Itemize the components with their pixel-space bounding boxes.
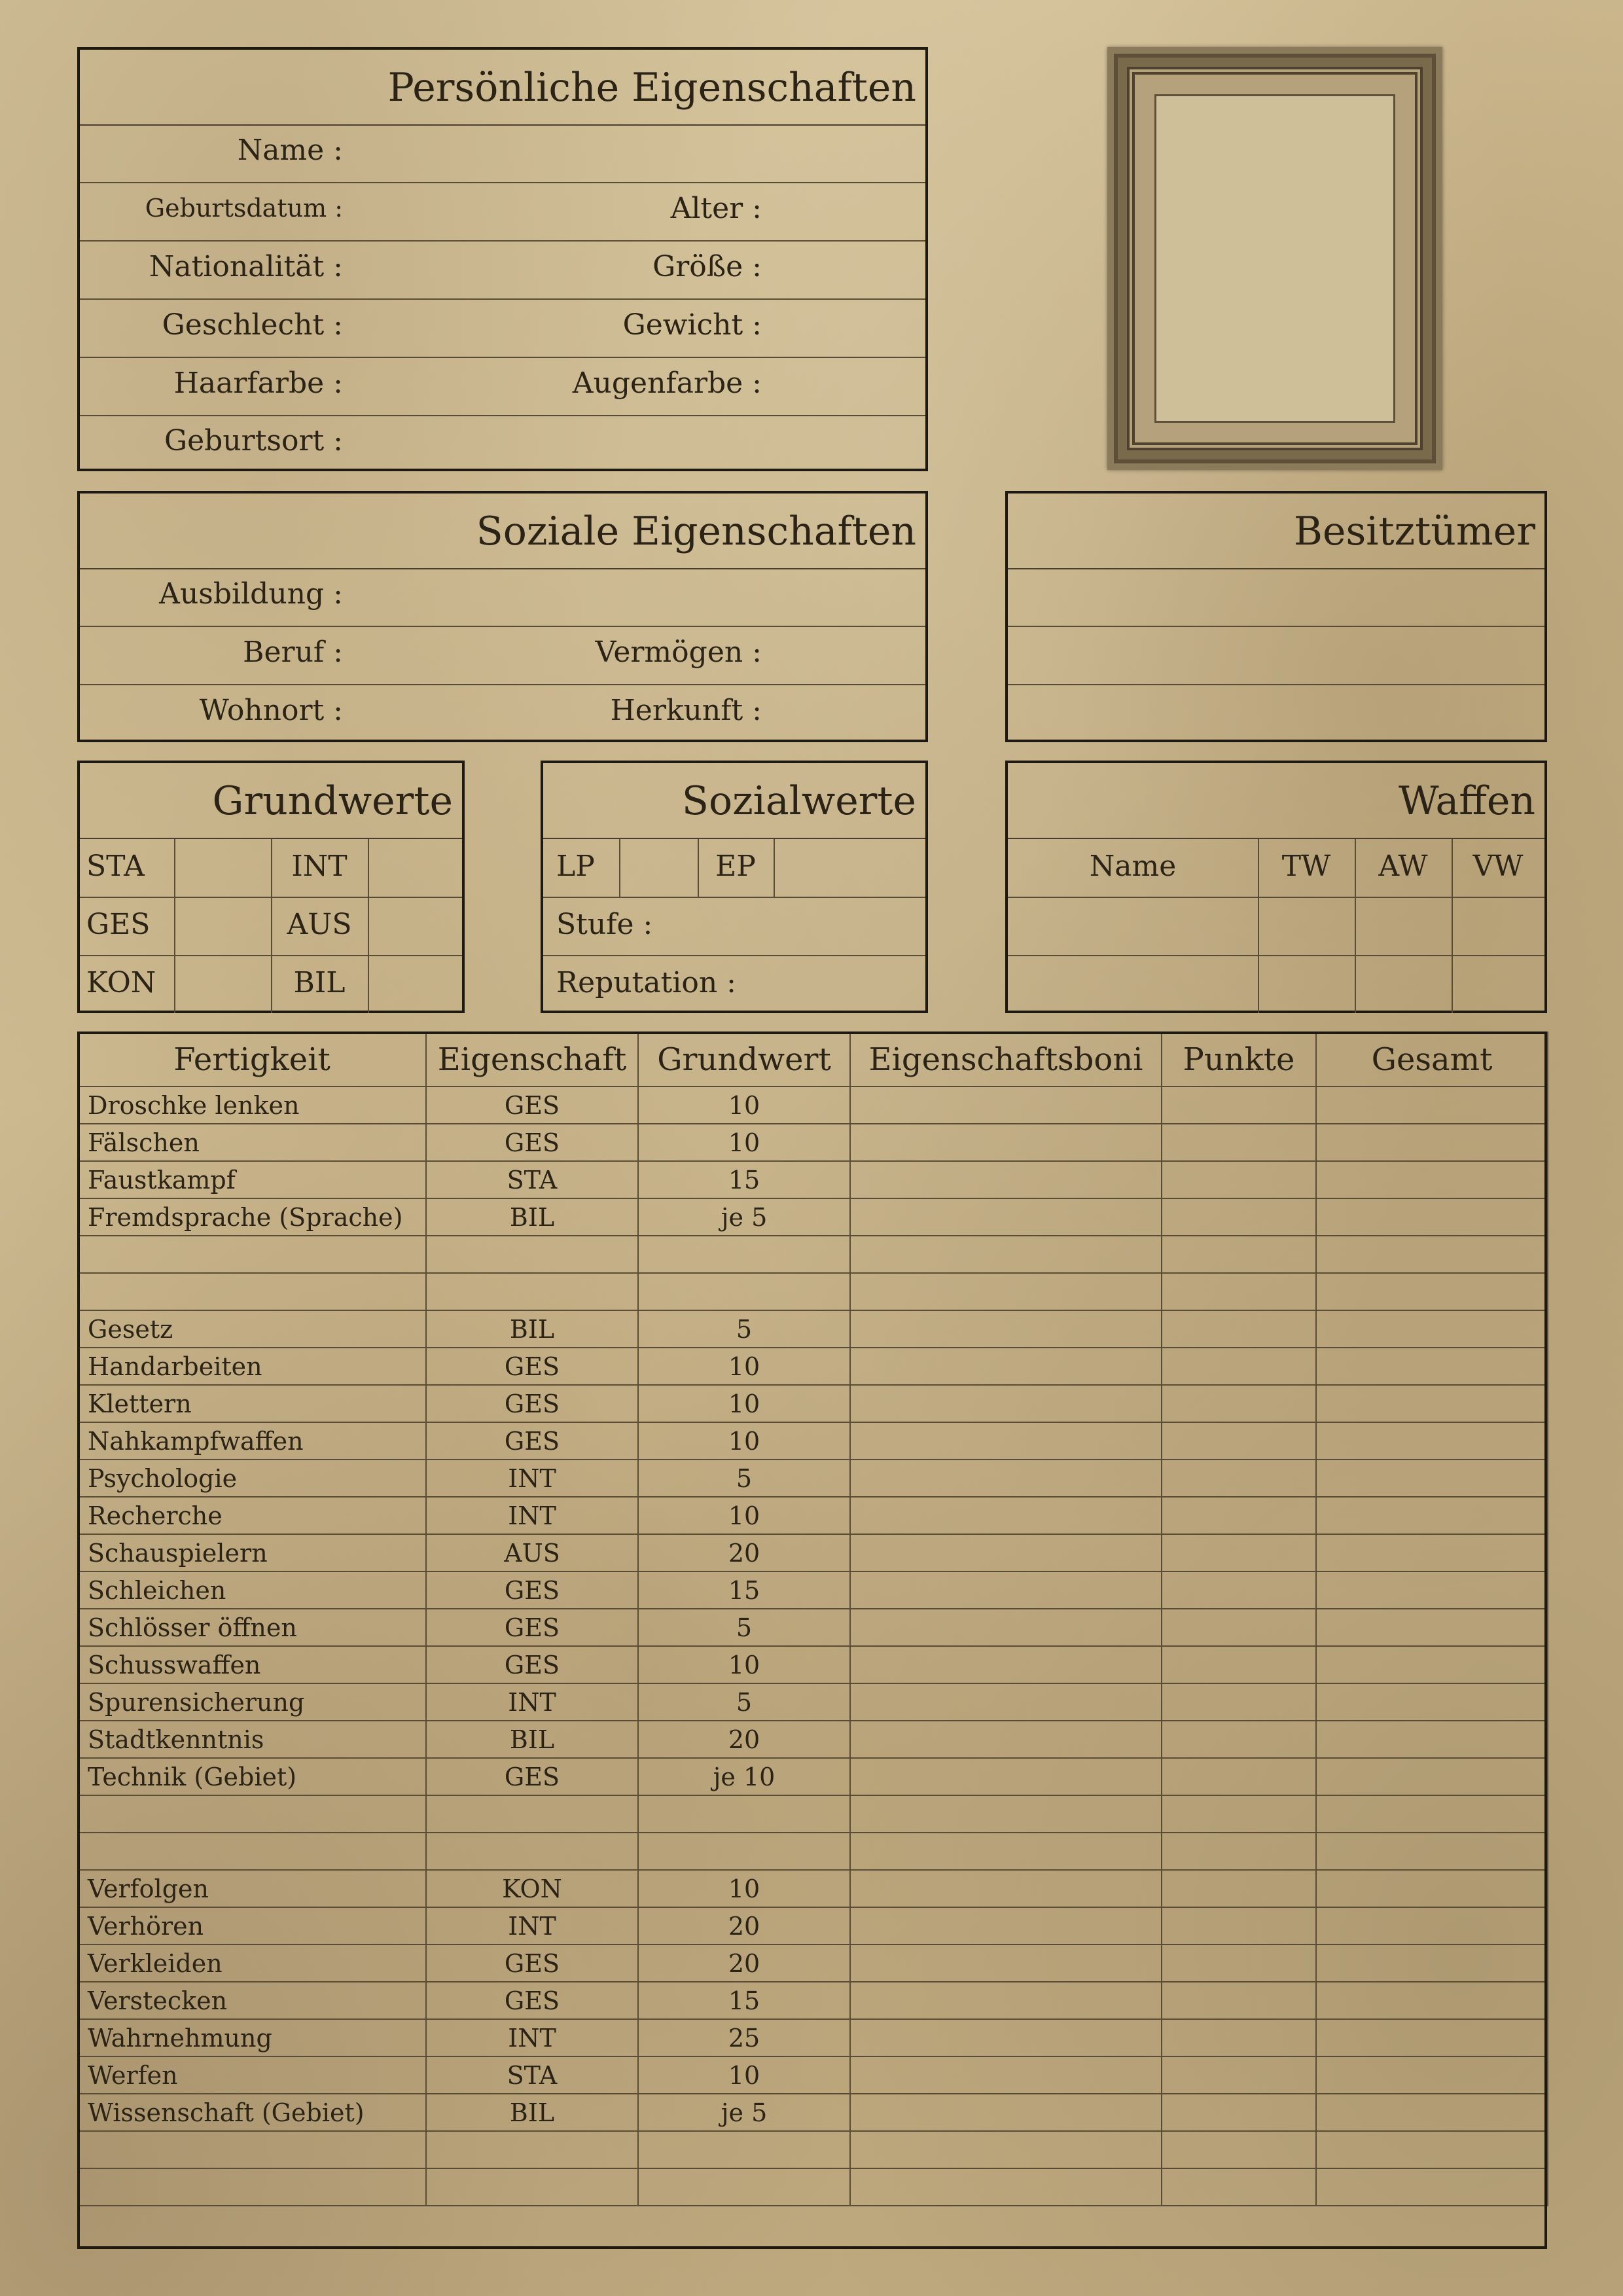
table-row [78,1198,1548,1236]
skill-bonus-cell[interactable] [850,2019,1162,2056]
skill-points-cell[interactable] [1162,1833,1316,1870]
col-attribute-bonus: Eigenschaftsboni [850,1032,1162,1086]
skill-name: Stadtkenntnis [78,1721,426,1758]
skill-name: Verhören [78,1907,426,1945]
skill-attribute: GES [426,1422,638,1460]
skill-base-value [638,1236,850,1273]
table-row [78,1758,1548,1795]
skill-points-cell[interactable] [1162,1385,1316,1422]
skill-total-cell[interactable] [1316,2019,1548,2056]
skill-bonus-cell[interactable] [850,1907,1162,1945]
skill-total-cell[interactable] [1316,1870,1548,1907]
skill-attribute [426,1236,638,1273]
skill-attribute [426,1795,638,1833]
table-row [78,2019,1548,2056]
table-row [78,1273,1548,1310]
table-row [78,1870,1548,1907]
skill-total-cell[interactable] [1316,1721,1548,1758]
social-section [77,491,928,742]
skill-points-cell[interactable] [1162,1758,1316,1795]
skill-base-value: 5 [638,1609,850,1646]
skill-name [78,1273,426,1310]
portrait-frame [1107,47,1442,470]
bil-label: BIL [293,966,346,999]
weapons-title: Waffen [1008,763,1544,839]
skill-total-cell[interactable] [1316,1422,1548,1460]
skill-name: Fälschen [78,1124,426,1161]
skill-name: Fremdsprache (Sprache) [78,1198,426,1236]
skill-name: Spurensicherung [78,1683,426,1721]
reputation-label: Reputation : [556,966,736,999]
skill-bonus-cell[interactable] [850,1870,1162,1907]
skill-attribute: INT [426,1460,638,1497]
skill-points-cell[interactable] [1162,2094,1316,2131]
education-label: Ausbildung : [159,577,343,611]
name-label: Name : [237,134,343,167]
skill-name: Verfolgen [78,1870,426,1907]
kon-label: KON [86,966,156,999]
table-row [78,1982,1548,2019]
weapons-section [1005,761,1547,1013]
skill-attribute: GES [426,1124,638,1161]
skill-name: Schauspielern [78,1534,426,1571]
table-row [78,1534,1548,1571]
skill-bonus-cell[interactable] [850,1497,1162,1534]
social-title: Soziale Eigenschaften [80,493,925,569]
skill-attribute: STA [426,2056,638,2094]
skill-total-cell[interactable] [1316,1348,1548,1385]
skill-points-cell[interactable] [1162,1273,1316,1310]
skill-attribute: GES [426,1385,638,1422]
skill-name [78,1795,426,1833]
skill-attribute [426,2168,638,2206]
skill-name [78,2168,426,2206]
skill-total-cell[interactable] [1316,1310,1548,1348]
skill-bonus-cell[interactable] [850,1348,1162,1385]
skill-attribute: GES [426,1348,638,1385]
skill-name: Recherche [78,1497,426,1534]
skill-total-cell[interactable] [1316,1758,1548,1795]
origin-label: Herkunft : [610,694,762,727]
table-row [78,1348,1548,1385]
skill-base-value: 10 [638,1870,850,1907]
skill-total-cell[interactable] [1316,1907,1548,1945]
skill-base-value: 15 [638,1571,850,1609]
skill-attribute [426,1833,638,1870]
skill-bonus-cell[interactable] [850,1758,1162,1795]
skill-total-cell[interactable] [1316,1609,1548,1646]
skill-name: Gesetz [78,1310,426,1348]
skill-bonus-cell[interactable] [850,1236,1162,1273]
skill-bonus-cell[interactable] [850,1571,1162,1609]
table-row [78,2131,1548,2168]
age-label: Alter : [670,192,762,225]
skill-attribute [426,2131,638,2168]
personal-section [77,47,928,471]
skill-bonus-cell[interactable] [850,1460,1162,1497]
job-label: Beruf : [243,636,343,669]
skill-total-cell[interactable] [1316,1833,1548,1870]
skill-bonus-cell[interactable] [850,1683,1162,1721]
skill-attribute: STA [426,1161,638,1198]
wealth-label: Vermögen : [595,636,762,669]
skill-points-cell[interactable] [1162,2056,1316,2094]
skill-name: Schlösser öffnen [78,1609,426,1646]
skill-points-cell[interactable] [1162,1086,1316,1124]
skill-bonus-cell[interactable] [850,1161,1162,1198]
skill-points-cell[interactable] [1162,1310,1316,1348]
skill-points-cell[interactable] [1162,1683,1316,1721]
skill-base-value: 15 [638,1982,850,2019]
skill-base-value [638,2131,850,2168]
skill-total-cell[interactable] [1316,1086,1548,1124]
skill-attribute: INT [426,1497,638,1534]
skill-base-value [638,1795,850,1833]
skill-total-cell[interactable] [1316,1982,1548,2019]
table-row [78,1086,1548,1124]
int-label: INT [291,850,348,883]
skill-total-cell[interactable] [1316,1273,1548,1310]
skill-total-cell[interactable] [1316,1534,1548,1571]
table-row [78,1721,1548,1758]
skill-total-cell[interactable] [1316,1124,1548,1161]
skill-base-value: 5 [638,1310,850,1348]
skill-points-cell[interactable] [1162,1646,1316,1683]
skill-total-cell[interactable] [1316,1945,1548,1982]
skill-bonus-cell[interactable] [850,1646,1162,1683]
skill-bonus-cell[interactable] [850,1609,1162,1646]
skill-total-cell[interactable] [1316,1198,1548,1236]
skill-base-value: je 10 [638,1758,850,1795]
skill-attribute: GES [426,1609,638,1646]
skill-name: Werfen [78,2056,426,2094]
skill-points-cell[interactable] [1162,2168,1316,2206]
skill-attribute: INT [426,1907,638,1945]
skill-points-cell[interactable] [1162,1945,1316,1982]
skill-total-cell[interactable] [1316,1683,1548,1721]
skill-attribute: GES [426,1086,638,1124]
height-label: Größe : [652,250,762,283]
table-row [78,1571,1548,1609]
skills-table [77,1031,1548,2206]
table-row [78,1236,1548,1273]
table-row [78,1907,1548,1945]
skill-points-cell[interactable] [1162,1534,1316,1571]
skill-base-value: 15 [638,1161,850,1198]
col-base-value: Grundwert [638,1032,850,1086]
skill-points-cell[interactable] [1162,1870,1316,1907]
skill-base-value: 10 [638,1348,850,1385]
skill-base-value: 10 [638,1646,850,1683]
skill-bonus-cell[interactable] [850,1982,1162,2019]
skill-base-value: 20 [638,1721,850,1758]
skill-name: Technik (Gebiet) [78,1758,426,1795]
skill-points-cell[interactable] [1162,1907,1316,1945]
skill-base-value [638,1833,850,1870]
skill-base-value: 10 [638,1422,850,1460]
base-values-title: Grundwerte [80,763,462,839]
skill-bonus-cell[interactable] [850,2056,1162,2094]
skill-bonus-cell[interactable] [850,2131,1162,2168]
skill-bonus-cell[interactable] [850,1198,1162,1236]
skill-points-cell[interactable] [1162,2131,1316,2168]
skill-base-value: 20 [638,1907,850,1945]
skill-attribute: KON [426,1870,638,1907]
skill-name [78,2131,426,2168]
col-skill: Fertigkeit [78,1032,426,1086]
weapons-col-vw: VW [1472,850,1524,883]
table-row [78,1609,1548,1646]
skill-points-cell[interactable] [1162,1236,1316,1273]
weapons-col-name: Name [1089,850,1177,883]
skill-bonus-cell[interactable] [850,1385,1162,1422]
social-values-title: Sozialwerte [543,763,925,839]
skill-bonus-cell[interactable] [850,2168,1162,2206]
skill-points-cell[interactable] [1162,1348,1316,1385]
skill-name: Klettern [78,1385,426,1422]
skill-points-cell[interactable] [1162,1982,1316,2019]
skill-total-cell[interactable] [1316,2056,1548,2094]
personal-title: Persönliche Eigenschaften [80,50,925,126]
skill-total-cell[interactable] [1316,1646,1548,1683]
nationality-label: Nationalität : [149,250,343,283]
skill-name: Droschke lenken [78,1086,426,1124]
skill-total-cell[interactable] [1316,2168,1548,2206]
skill-base-value: 10 [638,1385,850,1422]
skill-base-value [638,1273,850,1310]
skill-bonus-cell[interactable] [850,1422,1162,1460]
skill-base-value: 10 [638,1124,850,1161]
table-row [78,2168,1548,2206]
skill-points-cell[interactable] [1162,2019,1316,2056]
skill-points-cell[interactable] [1162,1161,1316,1198]
table-row [78,1460,1548,1497]
skill-total-cell[interactable] [1316,1161,1548,1198]
skills-header-row [78,1032,1548,1086]
skill-name: Wahrnehmung [78,2019,426,2056]
skill-name: Schusswaffen [78,1646,426,1683]
skill-attribute: GES [426,1758,638,1795]
base-values-section [77,761,465,1013]
skill-attribute [426,1273,638,1310]
col-attribute: Eigenschaft [426,1032,638,1086]
skill-base-value: 20 [638,1945,850,1982]
birthdate-label: Geburtsdatum : [145,194,343,223]
table-row [78,1497,1548,1534]
skill-attribute: BIL [426,2094,638,2131]
skill-bonus-cell[interactable] [850,1795,1162,1833]
table-row [78,2056,1548,2094]
possessions-title: Besitztümer [1008,493,1544,569]
skill-attribute: INT [426,2019,638,2056]
social-values-section [541,761,928,1013]
skill-total-cell[interactable] [1316,1795,1548,1833]
portrait-area[interactable] [1154,94,1395,423]
skill-name: Schleichen [78,1571,426,1609]
skill-bonus-cell[interactable] [850,1833,1162,1870]
skill-attribute: GES [426,1571,638,1609]
sta-label: STA [86,850,145,883]
skill-points-cell[interactable] [1162,1721,1316,1758]
table-row [78,1646,1548,1683]
skill-bonus-cell[interactable] [850,1945,1162,1982]
skill-total-cell[interactable] [1316,1460,1548,1497]
skill-total-cell[interactable] [1316,2131,1548,2168]
weapons-col-aw: AW [1378,850,1428,883]
skill-base-value: 5 [638,1460,850,1497]
level-label: Stufe : [556,908,653,941]
weight-label: Gewicht : [622,308,762,342]
skill-name: Handarbeiten [78,1348,426,1385]
skill-base-value: je 5 [638,1198,850,1236]
table-row [78,2094,1548,2131]
skill-attribute: GES [426,1646,638,1683]
table-row [78,1422,1548,1460]
skill-attribute: BIL [426,1198,638,1236]
skill-base-value: 10 [638,1497,850,1534]
table-row [78,1833,1548,1870]
skill-base-value: je 5 [638,2094,850,2131]
aus-label: AUS [287,908,352,941]
birthplace-label: Geburtsort : [164,424,343,457]
skill-bonus-cell[interactable] [850,1086,1162,1124]
table-row [78,1795,1548,1833]
table-row [78,1310,1548,1348]
skill-attribute: AUS [426,1534,638,1571]
gender-label: Geschlecht : [162,308,343,342]
eyes-label: Augenfarbe : [572,367,762,400]
skill-bonus-cell[interactable] [850,1310,1162,1348]
skill-attribute: GES [426,1982,638,2019]
table-row [78,1683,1548,1721]
skill-base-value [638,2168,850,2206]
skill-bonus-cell[interactable] [850,2094,1162,2131]
skill-points-cell[interactable] [1162,1422,1316,1460]
skill-bonus-cell[interactable] [850,1721,1162,1758]
skill-name: Psychologie [78,1460,426,1497]
skill-base-value: 25 [638,2019,850,2056]
skill-points-cell[interactable] [1162,1497,1316,1534]
skill-name [78,1833,426,1870]
col-points: Punkte [1162,1032,1316,1086]
table-row [78,1385,1548,1422]
possessions-section [1005,491,1547,742]
skill-points-cell[interactable] [1162,1795,1316,1833]
skill-attribute: INT [426,1683,638,1721]
skill-name [78,1236,426,1273]
skill-base-value: 10 [638,2056,850,2094]
skill-points-cell[interactable] [1162,1571,1316,1609]
skill-points-cell[interactable] [1162,1460,1316,1497]
skill-points-cell[interactable] [1162,1124,1316,1161]
skill-points-cell[interactable] [1162,1609,1316,1646]
skill-total-cell[interactable] [1316,1571,1548,1609]
skill-name: Wissenschaft (Gebiet) [78,2094,426,2131]
skill-name: Verstecken [78,1982,426,2019]
table-row [78,1161,1548,1198]
weapons-col-tw: TW [1281,850,1331,883]
skill-total-cell[interactable] [1316,2094,1548,2131]
skill-name: Faustkampf [78,1161,426,1198]
skill-total-cell[interactable] [1316,1236,1548,1273]
ep-label: EP [715,850,756,883]
skill-attribute: BIL [426,1721,638,1758]
skill-bonus-cell[interactable] [850,1534,1162,1571]
skill-bonus-cell[interactable] [850,1124,1162,1161]
table-row [78,1945,1548,1982]
skill-bonus-cell[interactable] [850,1273,1162,1310]
hair-label: Haarfarbe : [173,367,343,400]
lp-label: LP [556,850,595,883]
skill-points-cell[interactable] [1162,1198,1316,1236]
table-row [78,1124,1548,1161]
ges-label: GES [86,908,151,941]
residence-label: Wohnort : [199,694,343,727]
skill-attribute: BIL [426,1310,638,1348]
skill-total-cell[interactable] [1316,1385,1548,1422]
col-total: Gesamt [1316,1032,1548,1086]
skill-name: Verkleiden [78,1945,426,1982]
skill-attribute: GES [426,1945,638,1982]
skill-total-cell[interactable] [1316,1497,1548,1534]
skill-name: Nahkampfwaffen [78,1422,426,1460]
skill-base-value: 5 [638,1683,850,1721]
skill-base-value: 20 [638,1534,850,1571]
skill-base-value: 10 [638,1086,850,1124]
